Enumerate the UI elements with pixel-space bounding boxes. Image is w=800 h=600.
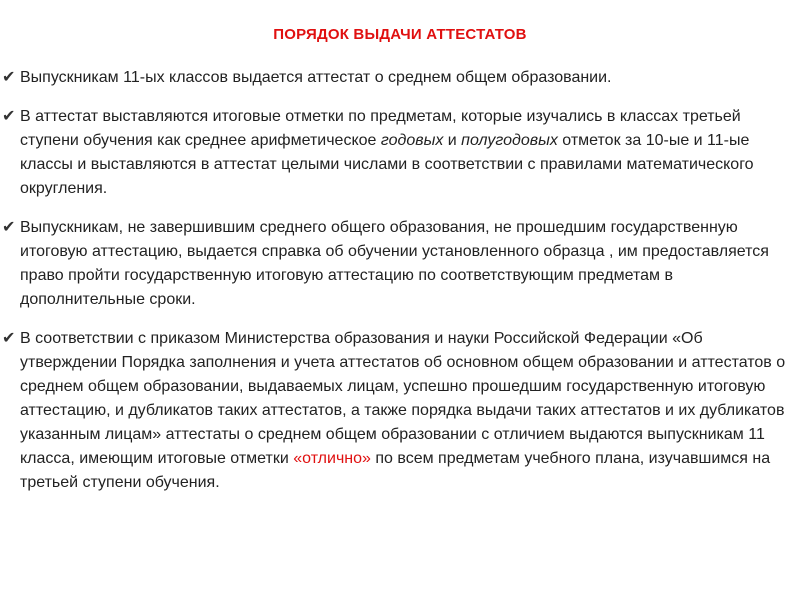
checkmark-icon: ✔ xyxy=(2,330,16,347)
italic-term: полугодовых xyxy=(461,132,558,149)
list-item xyxy=(0,216,790,312)
item-text: по всем предметам учебного плана, изучавшимся на третьей ступени обучения. xyxy=(20,450,771,491)
item-text: отметок за 10-ые и 11-ые классы и выставляются в аттестат целыми числами в соответствии с правилами математического округления. xyxy=(20,132,754,197)
item-text: В аттестат выставляются итоговые отметки по предметам, которые изучались в классах третьей ступени обучения как среднее арифметическое xyxy=(20,108,741,149)
item-text: В соответствии с приказом Министерства образования и науки Российской Федерации «Об утверждении Порядка заполнения и учета аттестатов об основном общем образовании и аттестатов о среднем общем образовании, выдаваемых лицам, успешно прошедшим государственную итоговую аттестацию, и дубликатов таких аттестатов, а также порядка выдачи таких аттестатов и их дубликатов указанным лицам» аттестаты о среднем общем образовании с отличием выдаются выпускникам 11 класса, имеющим итоговые отметки xyxy=(20,330,786,467)
item-text: Выпускникам, не завершившим среднего общего образования, не прошедшим государственную итоговую аттестацию, выдается справка об обучении установленного образца , им предоставляется право пройти государственную итоговую аттестацию по соответствующим предметам в дополнительные сроки. xyxy=(20,219,769,308)
item-text: и xyxy=(443,132,462,149)
list-item xyxy=(0,327,790,495)
checkmark-icon: ✔ xyxy=(2,108,16,125)
list-item xyxy=(0,66,790,90)
checkmark-icon: ✔ xyxy=(2,219,16,236)
highlight-text: «отлично» xyxy=(293,450,371,467)
checkmark-icon: ✔ xyxy=(2,69,16,86)
italic-term: годовых xyxy=(380,132,444,149)
item-text: Выпускникам 11-ых классов выдается аттестат о среднем общем образовании. xyxy=(20,69,612,86)
page-title: ПОРЯДОК ВЫДАЧИ АТТЕСТАТОВ xyxy=(273,26,527,43)
rules-list xyxy=(0,66,790,510)
list-item xyxy=(0,105,790,201)
